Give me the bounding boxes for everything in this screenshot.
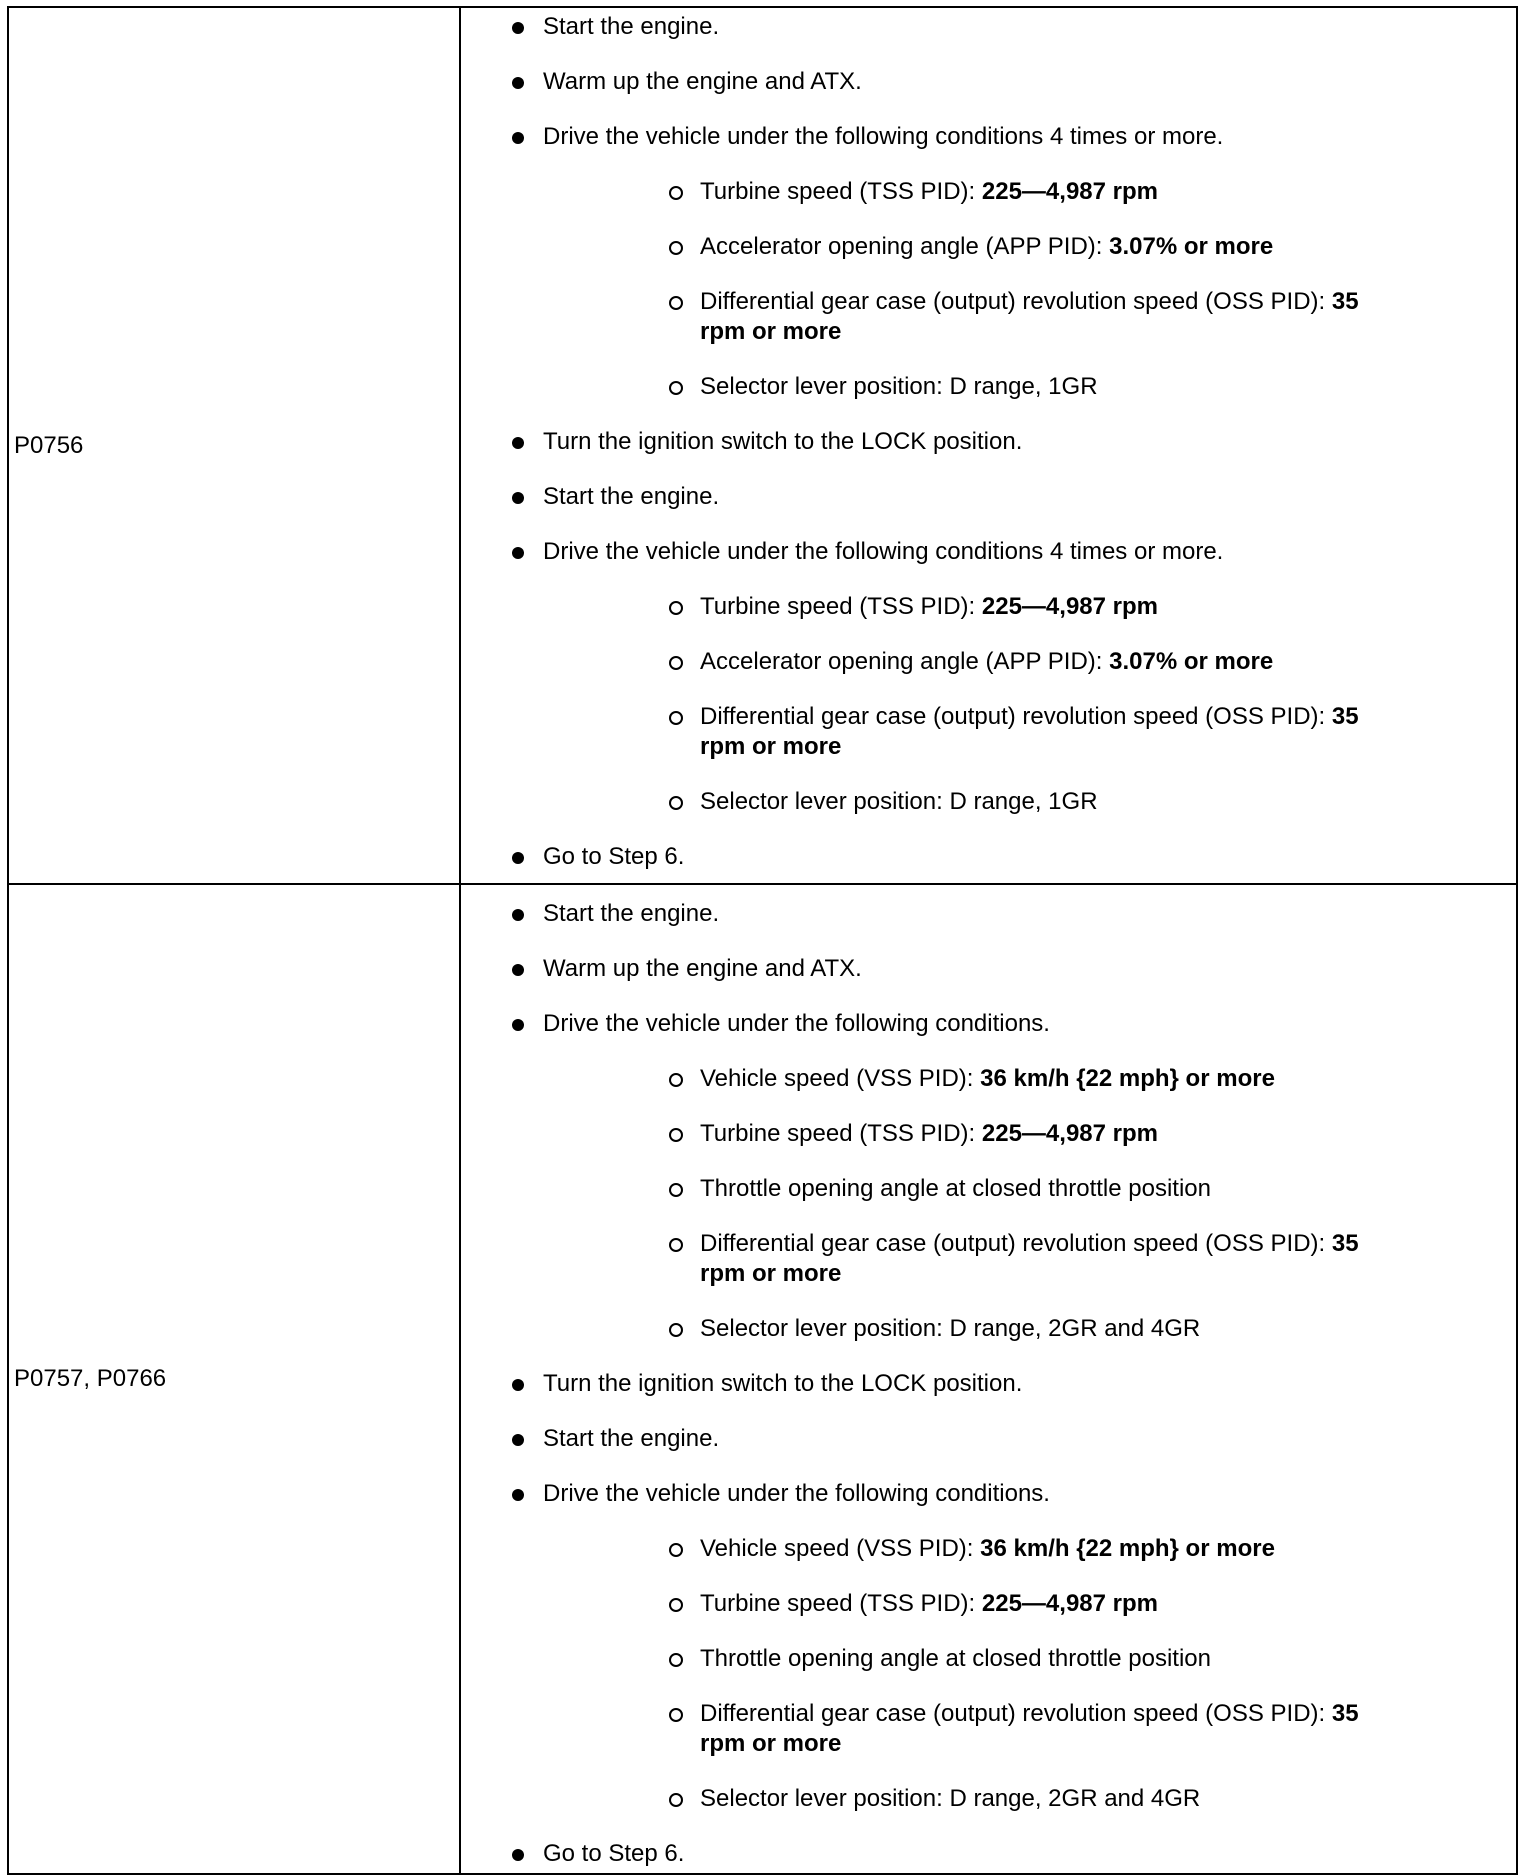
dtc-code-cell xyxy=(8,7,460,884)
spacer xyxy=(543,1149,1516,1174)
spacer xyxy=(543,567,1516,592)
step-text: Drive the vehicle under the following conditions 4 times or more. xyxy=(543,123,1224,150)
condition-value: 3.07% or more xyxy=(1109,233,1274,260)
condition-label: Throttle opening angle at closed throttle position xyxy=(700,1645,1211,1672)
circle-bullet-icon xyxy=(669,296,683,310)
bullet-icon xyxy=(512,437,524,449)
procedure-cell xyxy=(460,7,1517,884)
spacer xyxy=(543,677,1516,702)
step-text: Go to Step 6. xyxy=(543,843,685,870)
spacer xyxy=(543,1204,1516,1229)
spacer xyxy=(543,1564,1516,1589)
condition-list xyxy=(543,592,1516,817)
circle-bullet-icon xyxy=(669,1073,683,1087)
condition-value: 35 rpm or more xyxy=(700,1700,1359,1757)
condition-item xyxy=(543,1174,1516,1204)
condition-value: 35 rpm or more xyxy=(700,288,1359,345)
step-text: Go to Step 6. xyxy=(543,1840,685,1867)
circle-bullet-icon xyxy=(669,796,683,810)
step-text: Start the engine. xyxy=(543,483,720,510)
spacer xyxy=(543,622,1516,647)
spacer xyxy=(543,347,1516,372)
condition-label: Turbine speed (TSS PID): xyxy=(700,1120,982,1147)
condition-label: Selector lever position: D range, 1GR xyxy=(700,373,1098,400)
bullet-icon xyxy=(512,492,524,504)
spacer xyxy=(461,1814,1516,1839)
condition-item xyxy=(543,592,1516,622)
circle-bullet-icon xyxy=(669,656,683,670)
circle-bullet-icon xyxy=(669,1183,683,1197)
step-text: Start the engine. xyxy=(543,900,720,927)
spacer xyxy=(543,152,1516,177)
condition-value: 35 rpm or more xyxy=(700,703,1359,760)
condition-label: Turbine speed (TSS PID): xyxy=(700,1590,982,1617)
step-text: Drive the vehicle under the following conditions 4 times or more. xyxy=(543,538,1224,565)
condition-value: 35 rpm or more xyxy=(700,1230,1359,1287)
spacer xyxy=(461,457,1516,482)
step-item xyxy=(461,122,1516,402)
bullet-icon xyxy=(512,1379,524,1391)
step-text: Drive the vehicle under the following conditions. xyxy=(543,1480,1050,1507)
condition-item xyxy=(543,232,1516,262)
circle-bullet-icon xyxy=(669,1323,683,1337)
condition-item xyxy=(543,1534,1516,1564)
circle-bullet-icon xyxy=(669,1708,683,1722)
spacer xyxy=(461,984,1516,1009)
bullet-icon xyxy=(512,1489,524,1501)
bullet-icon xyxy=(512,132,524,144)
circle-bullet-icon xyxy=(669,381,683,395)
spacer xyxy=(543,1759,1516,1784)
bullet-icon xyxy=(512,22,524,34)
procedure-table xyxy=(7,6,1518,1875)
condition-item xyxy=(543,1119,1516,1149)
spacer xyxy=(461,817,1516,842)
condition-item xyxy=(543,1699,1516,1759)
dtc-code-cell xyxy=(8,884,460,1874)
condition-list xyxy=(543,177,1516,402)
condition-item xyxy=(543,372,1516,402)
condition-value: 36 km/h {22 mph} or more xyxy=(980,1065,1275,1092)
condition-value: 225—4,987 rpm xyxy=(981,178,1158,205)
circle-bullet-icon xyxy=(669,241,683,255)
spacer xyxy=(461,512,1516,537)
step-text: Turn the ignition switch to the LOCK position. xyxy=(543,428,1023,455)
condition-value: 225—4,987 rpm xyxy=(981,1120,1158,1147)
spacer xyxy=(461,929,1516,954)
condition-label: Turbine speed (TSS PID): xyxy=(700,178,982,205)
step-item xyxy=(461,842,1516,872)
bullet-icon xyxy=(512,1434,524,1446)
condition-label: Throttle opening angle at closed throttle position xyxy=(700,1175,1211,1202)
spacer xyxy=(543,1619,1516,1644)
bullet-icon xyxy=(512,909,524,921)
condition-item xyxy=(543,647,1516,677)
condition-label: Differential gear case (output) revolution speed (OSS PID): xyxy=(700,1230,1332,1257)
condition-item xyxy=(543,1229,1516,1289)
table-row xyxy=(8,884,1517,1874)
spacer xyxy=(543,262,1516,287)
circle-bullet-icon xyxy=(669,1598,683,1612)
condition-label: Accelerator opening angle (APP PID): xyxy=(700,233,1110,260)
condition-value: 3.07% or more xyxy=(1109,648,1274,675)
condition-value: 225—4,987 rpm xyxy=(981,593,1158,620)
condition-item xyxy=(543,1064,1516,1094)
spacer xyxy=(543,1289,1516,1314)
condition-label: Accelerator opening angle (APP PID): xyxy=(700,648,1110,675)
condition-label: Selector lever position: D range, 2GR and 4GR xyxy=(700,1315,1201,1342)
spacer xyxy=(461,1399,1516,1424)
spacer xyxy=(543,1094,1516,1119)
dtc-code: P0757, P0766 xyxy=(14,1365,167,1392)
circle-bullet-icon xyxy=(669,186,683,200)
step-item xyxy=(461,1369,1516,1399)
condition-value: 36 km/h {22 mph} or more xyxy=(980,1535,1275,1562)
bullet-icon xyxy=(512,852,524,864)
circle-bullet-icon xyxy=(669,601,683,615)
spacer xyxy=(461,42,1516,67)
condition-list xyxy=(543,1064,1516,1344)
step-item xyxy=(461,482,1516,512)
circle-bullet-icon xyxy=(669,1128,683,1142)
spacer xyxy=(461,402,1516,427)
procedure-cell xyxy=(460,884,1517,1874)
bullet-icon xyxy=(512,964,524,976)
condition-label: Turbine speed (TSS PID): xyxy=(700,593,982,620)
condition-item xyxy=(543,787,1516,817)
spacer xyxy=(543,1509,1516,1534)
circle-bullet-icon xyxy=(669,1543,683,1557)
step-text: Start the engine. xyxy=(543,1425,720,1452)
condition-item xyxy=(543,1644,1516,1674)
table-row xyxy=(8,7,1517,884)
condition-list xyxy=(543,1534,1516,1814)
step-item xyxy=(461,1479,1516,1814)
step-text: Drive the vehicle under the following conditions. xyxy=(543,1010,1050,1037)
spacer xyxy=(543,207,1516,232)
condition-item xyxy=(543,177,1516,207)
condition-item xyxy=(543,1784,1516,1814)
step-text: Start the engine. xyxy=(543,13,720,40)
step-item xyxy=(461,537,1516,817)
bullet-icon xyxy=(512,1849,524,1861)
condition-label: Selector lever position: D range, 2GR and 4GR xyxy=(700,1785,1201,1812)
procedure-steps xyxy=(461,8,1516,872)
spacer xyxy=(543,1674,1516,1699)
step-item xyxy=(461,12,1516,42)
circle-bullet-icon xyxy=(669,1238,683,1252)
bullet-icon xyxy=(512,1019,524,1031)
spacer xyxy=(461,1344,1516,1369)
condition-label: Differential gear case (output) revolution speed (OSS PID): xyxy=(700,703,1332,730)
condition-label: Vehicle speed (VSS PID): xyxy=(700,1535,981,1562)
condition-label: Selector lever position: D range, 1GR xyxy=(700,788,1098,815)
condition-item xyxy=(543,1589,1516,1619)
step-item xyxy=(461,1009,1516,1344)
step-item xyxy=(461,954,1516,984)
step-text: Turn the ignition switch to the LOCK position. xyxy=(543,1370,1023,1397)
condition-item xyxy=(543,702,1516,762)
bullet-icon xyxy=(512,77,524,89)
step-item xyxy=(461,899,1516,929)
step-text: Warm up the engine and ATX. xyxy=(543,955,862,982)
condition-label: Differential gear case (output) revolution speed (OSS PID): xyxy=(700,288,1332,315)
dtc-code: P0756 xyxy=(14,431,84,459)
step-item xyxy=(461,1839,1516,1869)
bullet-icon xyxy=(512,547,524,559)
condition-label: Vehicle speed (VSS PID): xyxy=(700,1065,981,1092)
step-text: Warm up the engine and ATX. xyxy=(543,68,862,95)
condition-item xyxy=(543,1314,1516,1344)
spacer xyxy=(543,762,1516,787)
step-item xyxy=(461,67,1516,97)
step-item xyxy=(461,1424,1516,1454)
procedure-steps xyxy=(461,885,1516,1869)
spacer xyxy=(461,1454,1516,1479)
condition-value: 225—4,987 rpm xyxy=(981,1590,1158,1617)
spacer xyxy=(461,97,1516,122)
spacer xyxy=(543,1039,1516,1064)
circle-bullet-icon xyxy=(669,711,683,725)
circle-bullet-icon xyxy=(669,1653,683,1667)
condition-item xyxy=(543,287,1516,347)
condition-label: Differential gear case (output) revolution speed (OSS PID): xyxy=(700,1700,1332,1727)
step-item xyxy=(461,427,1516,457)
circle-bullet-icon xyxy=(669,1793,683,1807)
